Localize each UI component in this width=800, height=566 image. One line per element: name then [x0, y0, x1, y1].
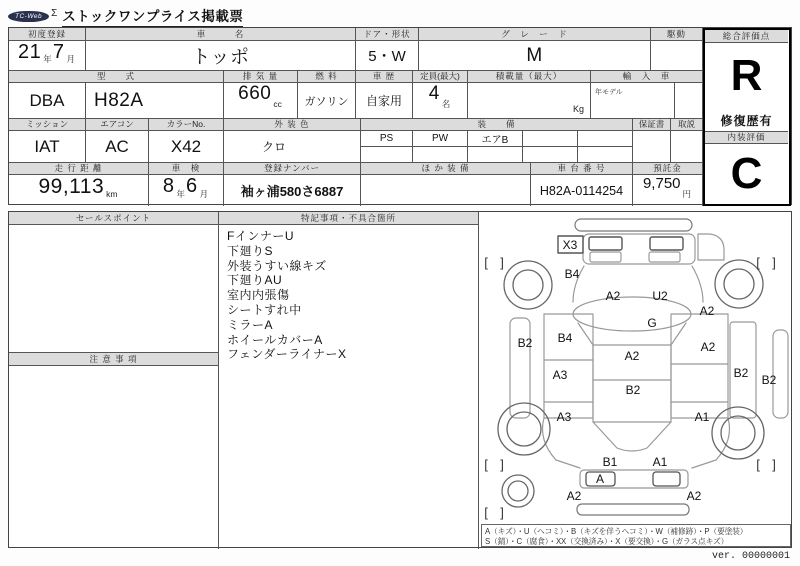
- label-drive: 駆動: [651, 28, 703, 41]
- value-capacity: [413, 83, 468, 119]
- value-grade: M: [419, 41, 651, 71]
- month-unit: 月: [66, 53, 75, 64]
- legend-line-1: A（キズ）・U（ヘコミ）・B（キズを伴うヘコミ）・W（補修跡）・P（要塗装）: [485, 527, 748, 536]
- note-item: フェンダーライナーX: [227, 347, 347, 362]
- inspection-month-unit: 月: [199, 188, 209, 199]
- diagram-bracket: ]: [772, 255, 776, 270]
- deposit-number: 9,750: [642, 175, 681, 192]
- label-special-notes: 特記事項・不具合箇所: [219, 212, 479, 225]
- value-model-prefix: DBA: [9, 83, 86, 119]
- label-sales-point: セールスポイント: [9, 212, 219, 225]
- damage-code-A2: A2: [699, 304, 715, 318]
- value-door-shape: 5・W: [356, 41, 419, 71]
- label-exterior-color: 外 装 色: [224, 119, 361, 131]
- damage-code-B1: B1: [602, 455, 618, 469]
- diagram-bracket: [: [484, 255, 488, 270]
- label-load: 積載量（最大）: [468, 71, 591, 83]
- value-inspection: [149, 175, 224, 206]
- label-chassis-no: 車 台 番 号: [531, 163, 633, 175]
- label-overall-evaluation: 総合評価点: [705, 30, 788, 43]
- legend-line-2: S（錆）・C（腐食）・XX（交換済み）・X（要交換）・G（ガラス点キズ）: [485, 536, 729, 546]
- damage-legend: [481, 524, 791, 547]
- value-chassis-no: H82A-0114254: [531, 175, 633, 206]
- label-first-registration: 初度登録: [9, 28, 86, 41]
- cc-unit: cc: [273, 98, 282, 109]
- note-item: シートすれ中: [227, 302, 302, 317]
- grade-letter: R: [730, 51, 763, 100]
- damage-code-U2: U2: [652, 289, 668, 303]
- repair-history-text: 修復歴有: [720, 113, 773, 128]
- value-first-registration: [9, 41, 86, 71]
- inspection-year-unit: 年: [176, 188, 185, 199]
- inspection-year: 8: [162, 175, 175, 197]
- caution-area: [9, 366, 219, 549]
- damage-code-G: G: [647, 316, 657, 330]
- label-caution: 注 意 事 項: [9, 353, 219, 366]
- diagram-bracket: [: [484, 505, 488, 520]
- damage-code-B2: B2: [517, 336, 533, 350]
- rear-window-shape: [593, 422, 671, 451]
- sales-point-area: [9, 225, 219, 353]
- year-unit: 年: [43, 53, 52, 64]
- car-damage-diagram: [480, 214, 792, 520]
- note-item: 外装うすい線キズ: [227, 258, 327, 273]
- equipment-cell: PW: [413, 131, 468, 147]
- page-title: ストックワンプライス掲載票: [62, 5, 243, 27]
- note-item: 室内内張傷: [227, 288, 290, 303]
- spare-wheel: [502, 475, 534, 507]
- value-import-year-model: 年モデル: [591, 83, 675, 119]
- interior-grade-value: [705, 144, 788, 203]
- damage-code-X3: X3: [562, 238, 578, 252]
- value-deposit: [633, 175, 703, 206]
- damage-code-A3: A3: [552, 368, 568, 382]
- label-door-shape: ドア・形状: [356, 28, 419, 41]
- value-reg-number: 袖ヶ浦580さ6887: [224, 175, 361, 206]
- equipment-cell-empty: [523, 147, 578, 163]
- condition-section: [8, 211, 792, 548]
- note-item: 下廻りAU: [227, 273, 283, 288]
- equipment-cell: PS: [361, 131, 413, 147]
- damage-code-A3: A3: [556, 410, 572, 424]
- label-displacement: 排 気 量: [224, 71, 298, 83]
- value-model-code: H82A: [86, 83, 224, 119]
- label-fuel: 燃 料: [298, 71, 356, 83]
- diagram-bracket: ]: [500, 505, 504, 520]
- label-capacity: 定員(最大): [413, 71, 468, 83]
- label-other-equipment: ほ か 装 備: [361, 163, 531, 175]
- label-equipment: 装 備: [361, 119, 633, 131]
- damage-code-B2: B2: [761, 373, 777, 387]
- front-left-wheel: [504, 261, 552, 309]
- damage-code-A2: A2: [566, 489, 582, 503]
- label-color-no: カラーNo.: [149, 119, 224, 131]
- value-load: Kg: [468, 83, 591, 119]
- note-item: ホイールカバーA: [227, 332, 323, 347]
- note-item: FインナーU: [227, 229, 294, 243]
- value-displacement: [224, 83, 298, 119]
- version-text: ver. 00000001: [711, 551, 790, 562]
- value-other-equipment: [361, 175, 531, 206]
- equipment-cell-empty: [578, 147, 633, 163]
- damage-code-A2: A2: [686, 489, 702, 503]
- label-mission: ミッション: [9, 119, 86, 131]
- label-import-car: 輸 入 車: [591, 71, 703, 83]
- rear-right-wheel: [712, 407, 764, 459]
- equipment-cell-empty: [578, 131, 633, 147]
- label-reg-number: 登録ナンバー: [224, 163, 361, 175]
- rear-bumper-shape: [577, 504, 689, 515]
- inspection-month: 6: [186, 175, 198, 197]
- damage-code-A2: A2: [700, 340, 716, 354]
- label-model: 型 式: [9, 71, 224, 83]
- equipment-cell-empty: [523, 131, 578, 147]
- note-item: ミラーA: [227, 317, 274, 332]
- tcweb-logo: TC-Web: [8, 11, 49, 22]
- mileage-number: 99,113: [38, 175, 105, 198]
- note-item: 下廻りS: [227, 243, 274, 258]
- label-manual: 取説: [671, 119, 703, 131]
- yen-unit: 円: [682, 188, 692, 199]
- overall-grade-value: [705, 43, 788, 109]
- displacement-number: 660: [238, 83, 272, 104]
- label-interior-evaluation: 内装評価: [705, 131, 788, 144]
- value-color-no: X42: [149, 131, 224, 163]
- value-fuel: ガソリン: [298, 83, 356, 119]
- capacity-number: 4: [428, 83, 440, 104]
- diagram-bracket: ]: [772, 457, 776, 472]
- damage-code-A2: A2: [624, 349, 640, 363]
- value-drive: [651, 41, 703, 71]
- first-reg-year: 21: [18, 41, 42, 63]
- spec-table: [8, 27, 792, 205]
- equipment-cell: エアB: [468, 131, 523, 147]
- diagram-bracket: [: [756, 255, 760, 270]
- value-history: 自家用: [356, 83, 413, 119]
- value-mission: IAT: [9, 131, 86, 163]
- value-import-extra: [675, 83, 703, 119]
- value-mileage: [9, 175, 149, 206]
- label-mileage: 走 行 距 離: [9, 163, 149, 175]
- damage-code-A1: A1: [652, 455, 668, 469]
- equipment-cell-empty: [361, 147, 413, 163]
- damage-code-A2: A2: [605, 289, 621, 303]
- label-warranty: 保証書: [633, 119, 671, 131]
- first-reg-month: 7: [52, 41, 65, 63]
- sheet-header: [8, 6, 243, 26]
- label-inspection: 車 検: [149, 163, 224, 175]
- diagram-bracket: [: [756, 457, 760, 472]
- label-car-name: 車 名: [86, 28, 356, 41]
- special-notes-list: [219, 225, 479, 549]
- value-car-name: トッポ: [86, 41, 356, 71]
- label-aircon: エアコン: [86, 119, 149, 131]
- damage-code-B4: B4: [564, 267, 580, 281]
- label-history: 車 歴: [356, 71, 413, 83]
- front-bumper-shape: [575, 219, 692, 231]
- equipment-cell-empty: [468, 147, 523, 163]
- km-unit: km: [106, 188, 118, 199]
- overall-evaluation-box: [703, 28, 791, 206]
- interior-grade-letter: C: [730, 148, 763, 198]
- value-warranty: [633, 131, 671, 163]
- damage-code-B4: B4: [557, 331, 573, 345]
- diagram-bracket: ]: [500, 457, 504, 472]
- value-manual: [671, 131, 703, 163]
- tcweb-logo-sigma: Σ: [51, 7, 58, 19]
- diagram-bracket: [: [484, 457, 488, 472]
- value-exterior-color: クロ: [224, 131, 361, 163]
- label-grade: グ レ ー ド: [419, 28, 651, 41]
- damage-code-B2: B2: [625, 383, 641, 397]
- equipment-cell-empty: [413, 147, 468, 163]
- repair-history-flag: [705, 109, 788, 131]
- diagram-bracket: ]: [500, 255, 504, 270]
- damage-code-A1: A1: [694, 410, 710, 424]
- label-deposit: 預託金: [633, 163, 703, 175]
- capacity-unit: 名: [441, 98, 451, 109]
- damage-code-B2: B2: [733, 366, 749, 380]
- damage-code-A: A: [595, 472, 605, 486]
- value-aircon: AC: [86, 131, 149, 163]
